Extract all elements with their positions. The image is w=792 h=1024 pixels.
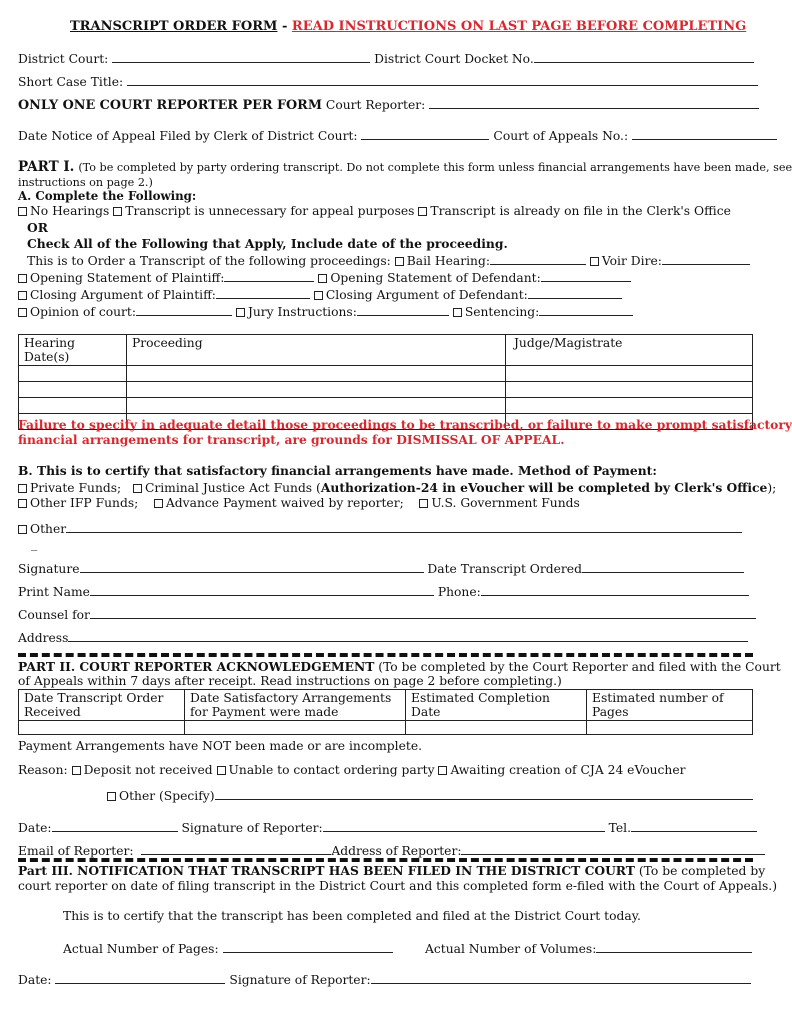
certify-text: This is to certify that the transcript has been completed and filed at the District Court today.: [63, 909, 641, 923]
open-pl-label: Opening Statement of Plaintiff:: [30, 271, 225, 285]
sentencing-label: Sentencing:: [464, 305, 540, 319]
filing-signature-field[interactable]: [371, 972, 751, 984]
part3-heading: Part III. NOTIFICATION THAT TRANSCRIPT HAS BEEN FILED IN THE DISTRICT COURT: [18, 863, 635, 878]
part2-note-cont: of Appeals within 7 days after receipt. Read instructions on page 2 before completing.): [18, 674, 562, 688]
short-case-label: Short Case Title:: [18, 75, 124, 89]
date-notice-row: [18, 128, 777, 144]
counsel-label: Counsel for: [18, 608, 90, 622]
part1-heading: PART I.: [18, 159, 75, 175]
filing-signature-label: Signature of Reporter:: [229, 973, 371, 987]
table-cell[interactable]: [506, 398, 753, 414]
other-specify-row: [107, 788, 753, 804]
counsel-row: [18, 607, 756, 623]
opening-row: [18, 270, 631, 286]
col-date-arrangements-line1: Date Satisfactory Arrangements: [190, 691, 392, 705]
private-funds-checkbox[interactable]: [18, 484, 27, 493]
open-pl-field[interactable]: [224, 270, 314, 282]
tel-label: Tel.: [608, 821, 631, 835]
dismissal-warning: Failure to specify in adequate detail those proceedings to be transcribed, or failure to make prompt satisfactory: [18, 417, 792, 432]
cja-end: );: [767, 481, 777, 495]
tel-field[interactable]: [631, 820, 757, 832]
col-hearing-dates: Hearing Date(s): [19, 335, 127, 366]
table-cell[interactable]: [127, 398, 506, 414]
acknowledgement-table: [18, 689, 753, 735]
ifp-checkbox[interactable]: [18, 499, 27, 508]
col-date-received: [19, 690, 185, 721]
opinion-field[interactable]: [136, 304, 232, 316]
on-file-label: Transcript is already on file in the Clerk's Office: [430, 204, 731, 218]
bail-date-field[interactable]: [490, 253, 586, 265]
unnecessary-label: Transcript is unnecessary for appeal purposes: [125, 204, 415, 218]
signature-field[interactable]: [80, 561, 424, 573]
other-specify-checkbox[interactable]: [107, 792, 116, 801]
table-cell[interactable]: [19, 398, 127, 414]
email-label: Email of Reporter:: [18, 844, 134, 858]
address-field[interactable]: [68, 630, 748, 642]
cja-label: Criminal Justice Act Funds (: [144, 481, 321, 495]
volumes-row: [425, 941, 752, 957]
open-pl-checkbox[interactable]: [18, 274, 27, 283]
col-date-arrangements: [185, 690, 406, 721]
part1-note: (To be completed by party ordering transcript. Do not complete this form unless financial arrangements have been made, see: [78, 161, 792, 174]
date-ordered-field[interactable]: [582, 561, 744, 573]
filing-sign-row: [18, 972, 751, 988]
reporter-date-label: Date:: [18, 821, 52, 835]
close-pl-label: Closing Argument of Plaintiff:: [30, 288, 216, 302]
awaiting-checkbox[interactable]: [438, 766, 447, 775]
part1-note-cont: instructions on page 2.): [18, 176, 153, 189]
filing-date-field[interactable]: [55, 972, 225, 984]
usgov-checkbox[interactable]: [419, 499, 428, 508]
payment-row-1: [18, 480, 776, 496]
close-pl-field[interactable]: [216, 287, 310, 299]
print-name-row: [18, 584, 749, 600]
bail-label: Bail Hearing:: [406, 254, 490, 268]
or-label: OR: [27, 220, 48, 235]
reporter-address-field[interactable]: [461, 843, 765, 855]
proceedings-table: [18, 334, 753, 430]
close-def-field[interactable]: [528, 287, 622, 299]
docket-field[interactable]: [534, 51, 754, 63]
actual-volumes-field[interactable]: [596, 941, 752, 953]
district-court-field[interactable]: [112, 51, 370, 63]
no-hearings-checkbox[interactable]: [18, 207, 27, 216]
check-all-heading: Check All of the Following that Apply, Include date of the proceeding.: [27, 236, 508, 251]
reporter-signature-label: Signature of Reporter:: [181, 821, 323, 835]
table-cell[interactable]: [506, 366, 753, 382]
signature-label: Signature: [18, 562, 80, 576]
open-def-checkbox[interactable]: [318, 274, 327, 283]
table-cell[interactable]: [19, 366, 127, 382]
payment-row-2: [18, 496, 580, 511]
no-hearings-label: No Hearings: [30, 204, 110, 218]
col-proceeding: Proceeding: [127, 335, 506, 366]
form-title-main: TRANSCRIPT ORDER FORM: [70, 19, 278, 34]
order-intro-label: This is to Order a Transcript of the following proceedings:: [27, 254, 391, 268]
private-funds-label: Private Funds;: [30, 481, 122, 495]
print-name-label: Print Name: [18, 585, 90, 599]
part3-note: (To be completed by: [638, 864, 766, 878]
district-court-row: [18, 51, 754, 67]
part2-heading-row: [18, 659, 781, 675]
short-case-field[interactable]: [127, 74, 758, 86]
phone-label: Phone:: [437, 585, 481, 599]
order-intro-row: [27, 253, 750, 269]
reporter-email-row: [18, 843, 765, 859]
short-case-row: [18, 74, 758, 90]
sentencing-checkbox[interactable]: [453, 308, 462, 317]
court-appeals-field[interactable]: [632, 128, 777, 140]
bail-checkbox[interactable]: [395, 257, 404, 266]
jury-label: Jury Instructions:: [247, 305, 357, 319]
cja-checkbox[interactable]: [133, 484, 142, 493]
table-cell[interactable]: [127, 366, 506, 382]
voir-label: Voir Dire:: [601, 254, 662, 268]
col-completion-date-line1: Estimated Completion Date: [411, 691, 550, 719]
form-title: [70, 19, 746, 34]
court-reporter-row: [18, 97, 759, 113]
other-field[interactable]: [66, 521, 742, 533]
close-def-label: Closing Argument of Defendant:: [325, 288, 528, 302]
phone-field[interactable]: [481, 584, 749, 596]
court-reporter-label: Court Reporter:: [325, 98, 426, 112]
address-row: [18, 630, 748, 646]
table-cell[interactable]: [587, 721, 753, 735]
voir-checkbox[interactable]: [590, 257, 599, 266]
close-pl-checkbox[interactable]: [18, 291, 27, 300]
divider-part2: [18, 653, 753, 657]
section-b-heading: B. This is to certify that satisfactory financial arrangements have made. Method of Payment:: [18, 463, 657, 478]
open-def-field[interactable]: [541, 270, 631, 282]
unable-checkbox[interactable]: [217, 766, 226, 775]
part1-heading-row: [18, 160, 792, 175]
voir-date-field[interactable]: [662, 253, 750, 265]
district-court-label: District Court:: [18, 52, 109, 66]
print-name-field[interactable]: [90, 584, 434, 596]
check-all-text: Check All of the Following that Apply, Include date of the proceeding: [27, 236, 504, 251]
date-notice-label: Date Notice of Appeal Filed by Clerk of District Court:: [18, 129, 358, 143]
jury-field[interactable]: [357, 304, 449, 316]
ifp-label: Other IFP Funds;: [30, 496, 139, 510]
table-cell[interactable]: [406, 721, 587, 735]
deposit-checkbox[interactable]: [72, 766, 81, 775]
cja-authorization: Authorization-24 in eVoucher will be completed by Clerk's Office: [320, 480, 768, 495]
table-cell[interactable]: [185, 721, 406, 735]
section-a-options: [18, 204, 731, 219]
filing-date-label: Date:: [18, 973, 52, 987]
other-checkbox[interactable]: [18, 525, 27, 534]
email-field[interactable]: [141, 843, 331, 855]
other-specify-label: Other (Specify): [119, 789, 215, 803]
closing-row: [18, 287, 622, 303]
awaiting-label: Awaiting creation of CJA 24 eVoucher: [450, 763, 686, 777]
open-def-label: Opening Statement of Defendant:: [330, 271, 541, 285]
dismissal-warning-cont: financial arrangements for transcript, are grounds for DISMISSAL OF APPEAL.: [18, 432, 565, 447]
sentencing-field[interactable]: [539, 304, 633, 316]
table-row: [19, 382, 753, 398]
table-cell[interactable]: [19, 721, 185, 735]
form-title-instructions: READ INSTRUCTIONS ON LAST PAGE BEFORE COMPLETING: [291, 19, 747, 34]
reporter-address-label: Address of Reporter:: [331, 844, 462, 858]
col-date-received-line1: Date Transcript Order: [24, 691, 164, 705]
pages-row: [63, 941, 393, 957]
ack-header-row: [19, 690, 753, 721]
other-label: Other: [30, 522, 67, 536]
court-appeals-label: Court of Appeals No.:: [493, 129, 629, 143]
col-date-arrangements-line2: for Payment were made: [190, 705, 339, 719]
actual-pages-label: Actual Number of Pages:: [63, 942, 219, 956]
reason-row: [18, 763, 686, 778]
date-ordered-label: Date Transcript Ordered: [427, 562, 582, 576]
signature-row: [18, 561, 744, 577]
actual-pages-field[interactable]: [223, 941, 393, 953]
ack-row: [19, 721, 753, 735]
docket-label: District Court Docket No.: [374, 52, 534, 66]
reporter-sign-row: [18, 820, 757, 836]
col-judge: Judge/Magistrate: [506, 335, 753, 366]
other-specify-field[interactable]: [215, 788, 753, 800]
table-cell[interactable]: [506, 382, 753, 398]
opinion-label: Opinion of court:: [30, 305, 137, 319]
opinion-checkbox[interactable]: [18, 308, 27, 317]
table-row: [19, 366, 753, 382]
part2-note: (To be completed by the Court Reporter and filed with the Court: [378, 660, 781, 674]
divider-part3: [18, 858, 753, 862]
part2-heading: PART II. COURT REPORTER ACKNOWLEDGEMENT: [18, 659, 375, 674]
actual-volumes-label: Actual Number of Volumes:: [425, 942, 597, 956]
col-est-pages-line2: Pages: [592, 705, 629, 719]
advance-label: Advance Payment waived by reporter;: [165, 496, 404, 510]
one-reporter-label: ONLY ONE COURT REPORTER PER FORM: [18, 98, 322, 113]
reporter-date-field[interactable]: [52, 820, 178, 832]
not-made-label: Payment Arrangements have NOT been made or are incomplete.: [18, 739, 423, 753]
other-dash: _: [31, 537, 38, 551]
unnecessary-checkbox[interactable]: [113, 207, 122, 216]
section-a-heading: A. Complete the Following:: [18, 189, 197, 203]
col-est-pages: [587, 690, 753, 721]
close-def-checkbox[interactable]: [314, 291, 323, 300]
advance-checkbox[interactable]: [154, 499, 163, 508]
col-date-received-line2: Received: [24, 705, 81, 719]
table-cell[interactable]: [127, 382, 506, 398]
unable-label: Unable to contact ordering party: [228, 763, 435, 777]
opinion-row: [18, 304, 633, 320]
court-reporter-field[interactable]: [429, 97, 759, 109]
jury-checkbox[interactable]: [236, 308, 245, 317]
deposit-label: Deposit not received: [83, 763, 213, 777]
other-row: [18, 521, 742, 537]
part3-heading-row: [18, 863, 765, 879]
col-completion-date: [406, 690, 587, 721]
part3-note-cont: court reporter on date of filing transcript in the District Court and this completed form e-filed with the Court of Appeals.): [18, 879, 777, 893]
table-header-row: [19, 335, 753, 366]
address-label: Address: [18, 631, 69, 645]
reason-label: Reason:: [18, 763, 68, 777]
table-cell[interactable]: [19, 382, 127, 398]
table-row: [19, 398, 753, 414]
date-notice-field[interactable]: [361, 128, 489, 140]
on-file-checkbox[interactable]: [418, 207, 427, 216]
usgov-label: U.S. Government Funds: [431, 496, 580, 510]
col-est-pages-line1: Estimated number of: [592, 691, 724, 705]
reporter-signature-field[interactable]: [323, 820, 605, 832]
title-separator: -: [277, 19, 292, 34]
counsel-field[interactable]: [90, 607, 756, 619]
